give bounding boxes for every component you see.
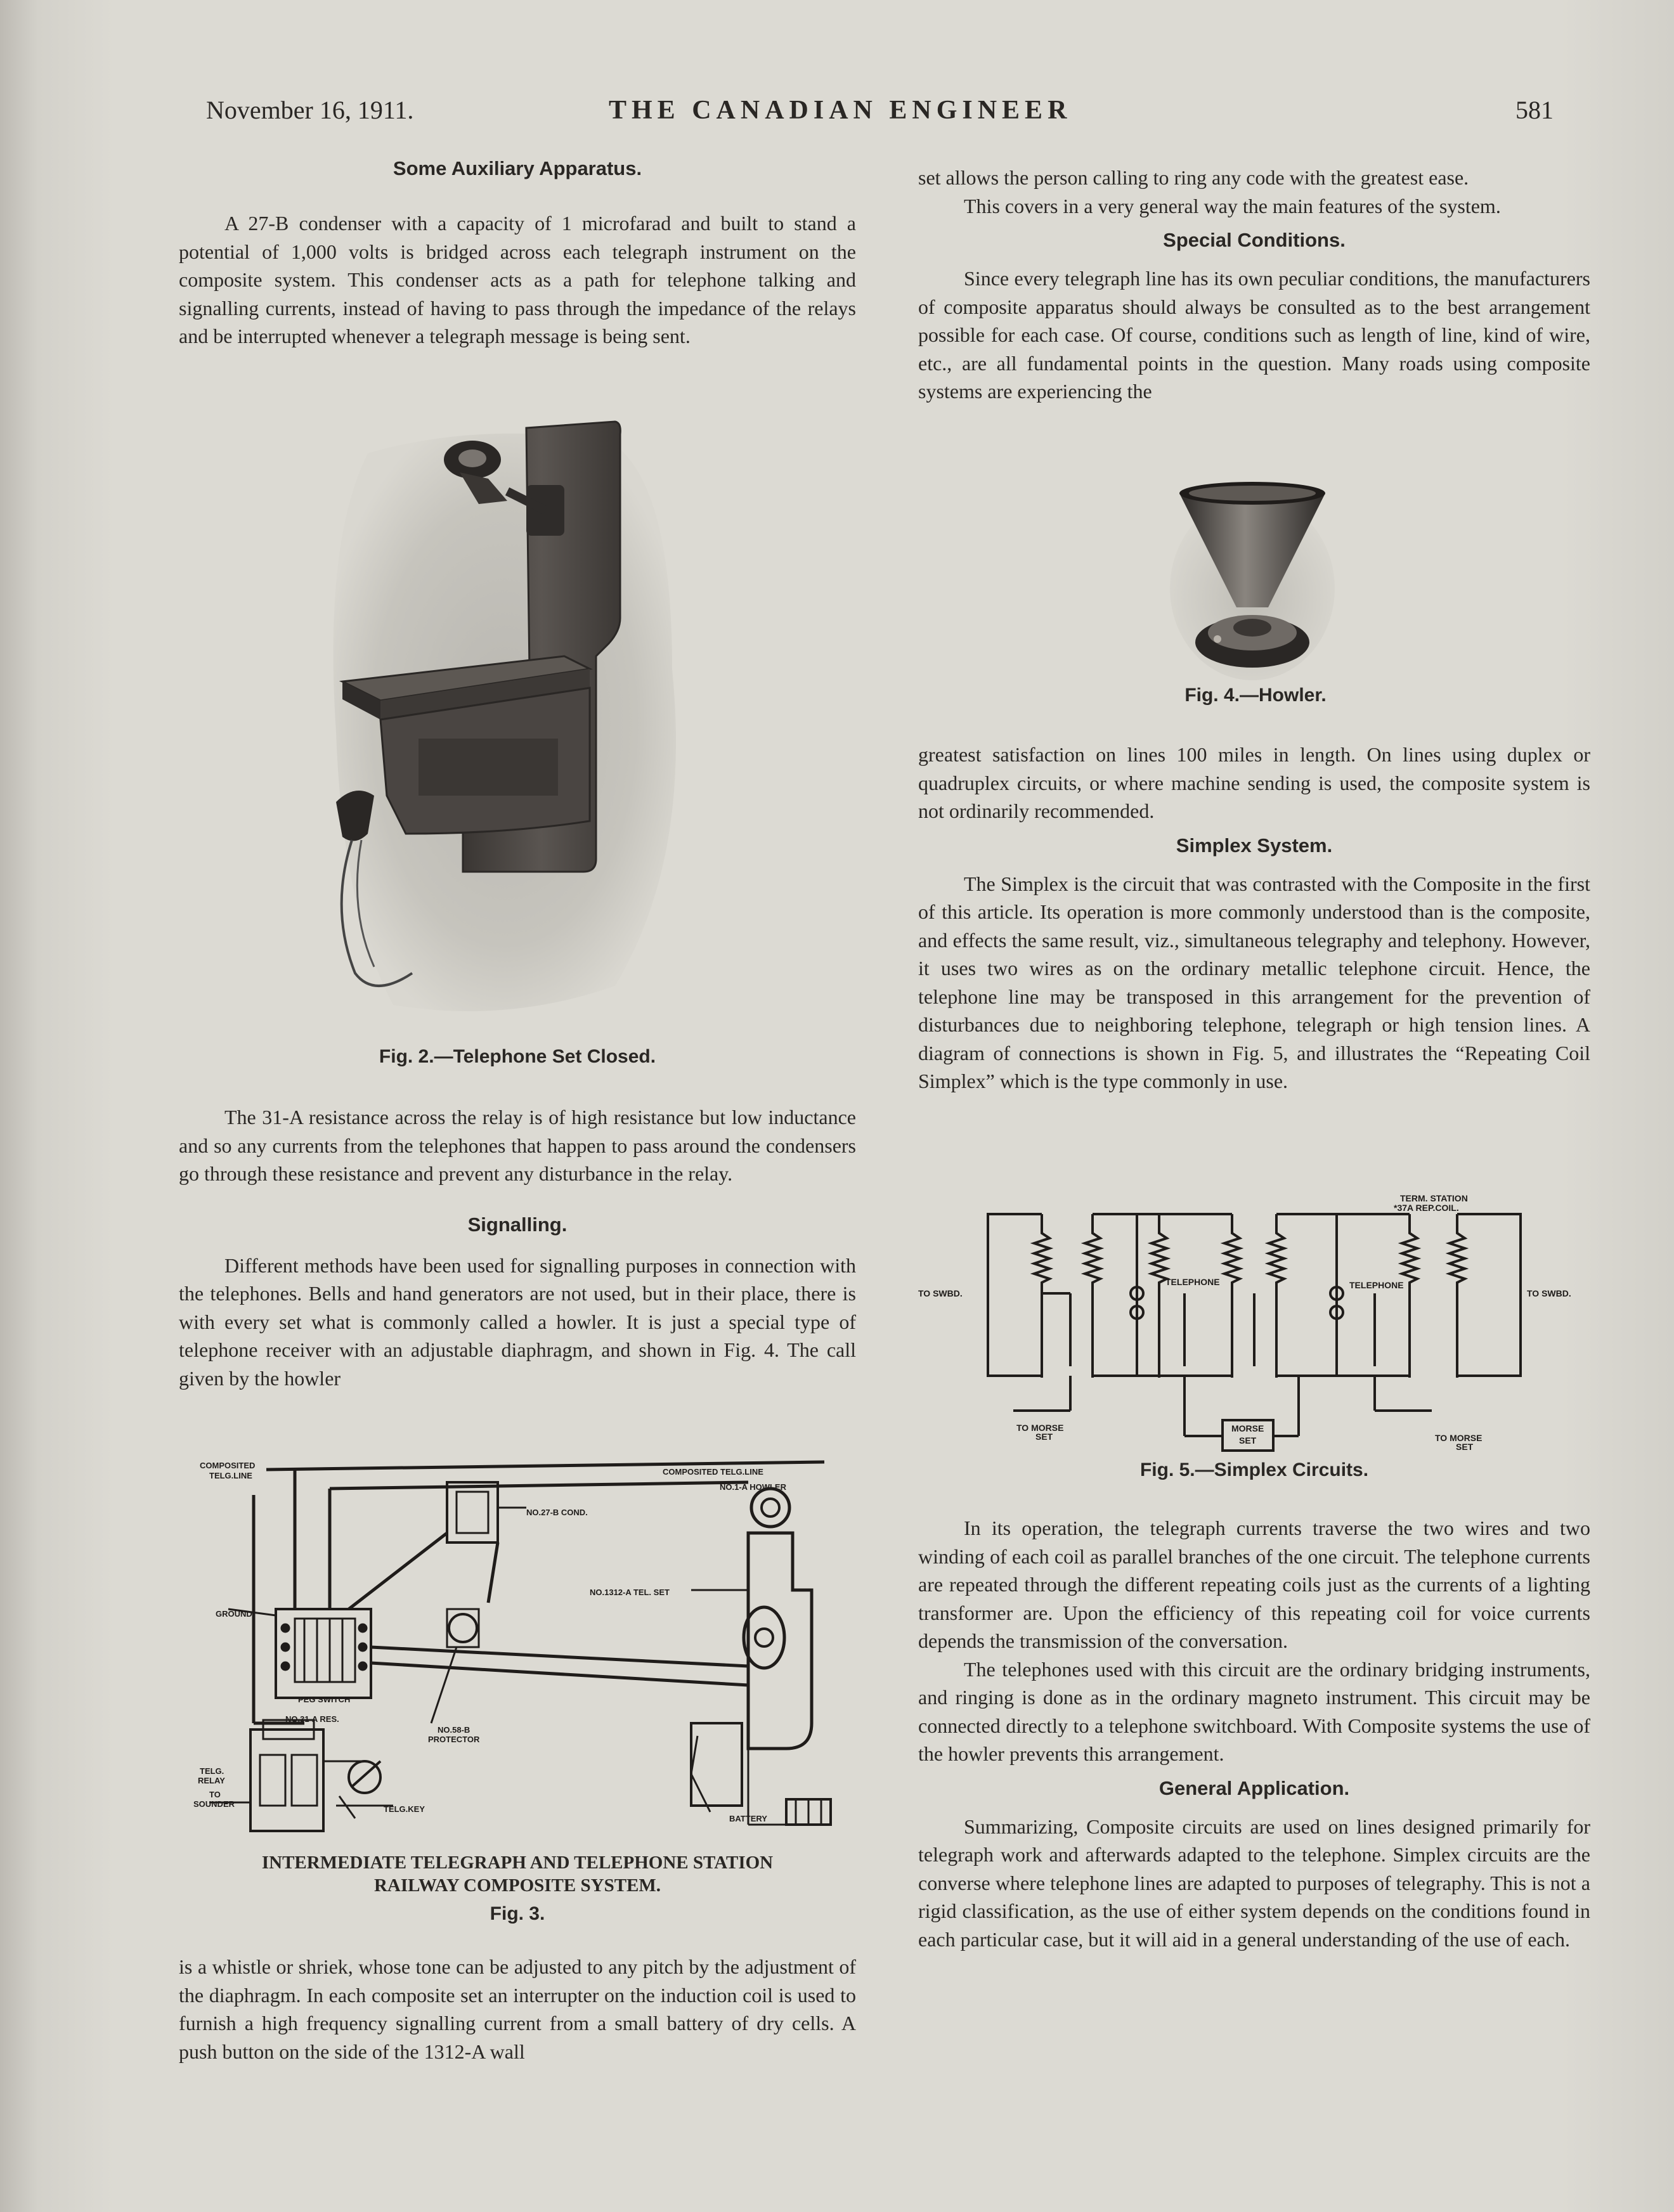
label-condenser: NO.27-B COND. [526,1508,588,1517]
label-morse-set: MORSE [1231,1423,1264,1433]
label-battery: BATTERY [729,1814,767,1823]
simplex-circuit-schematic [918,1195,1590,1461]
coil-group [1034,1214,1465,1378]
right-column-middle [918,741,1590,1096]
section-heading-general-application: General Application. [1158,1776,1350,1799]
label-composited-line-left-2: TELG.LINE [209,1471,252,1480]
paragraph-operation: In its operation, the telegraph currents traverse the two wires and two winding of each coil as parallel branches of the one circuit. The telephone currents are repeated through the different repeating coils just as the currents of a lighting transformer are. Upon the efficiency of this repeating coil for voice currents depends the transmission of the conversation. [918,1517,1590,1652]
label-tel-set: NO.1312-A TEL. SET [590,1588,670,1597]
paragraph-greatest: greatest satisfaction on lines 100 miles in length. On lines using duplex or quadruplex circuits, or where machine sending is used, the composite system is not ordinarily recommended. [918,743,1590,822]
label-composited-line-left: COMPOSITED [200,1461,256,1470]
figure-3-caption-line-2: RAILWAY COMPOSITE SYSTEM. [373,1875,661,1896]
label-peg-switch: PEG SWITCH [298,1695,351,1704]
label-rep-coil: *37A REP.COIL. [1394,1203,1459,1213]
paragraph-telephones: The telephones used with this circuit are the ordinary bridging instruments, and ringing is done as in the ordinary magneto instrument. This circuit may be connected directly to a telephone switchboard. With Composite systems the use of the howler prevents this arrangement. [918,1657,1590,1765]
left-column-bottom [179,1953,856,2066]
label-resistance: NO.31-A RES. [285,1714,339,1724]
right-column-top [918,164,1590,406]
label-protector: NO.58-B [438,1725,470,1735]
figure-3-caption-line-1: INTERMEDIATE TELEGRAPH AND TELEPHONE STATION [261,1853,774,1873]
label-ground: GROUND [216,1609,252,1619]
label-telephone-2: TELEPHONE [1349,1280,1404,1290]
section-heading-simplex: Simplex System. [1176,834,1333,857]
label-telephone-1: TELEPHONE [1165,1277,1220,1287]
label-to-morse-left: TO MORSE [1016,1423,1064,1433]
label-telg-relay-2: RELAY [198,1776,225,1785]
figure-telephone-set [317,415,697,1018]
figure-simplex-circuits [918,1195,1590,1461]
label-morse-set-2: SET [1239,1435,1257,1446]
label-composited-line-top: COMPOSITED TELG.LINE [663,1467,763,1477]
label-telg-key: TELG.KEY [384,1804,425,1814]
right-column-bottom [918,1514,1590,1953]
paragraph-simplex: The Simplex is the circuit that was contrasted with the Composite in the first of this article. Its operation is more commonly understood than is the composite, and effects the same result, viz., simultaneous telegraphy and telephony. However, it uses two wires as on the ordinary metallic telephone circuit. Hence, the telephone line may be transposed in this arrangement for the prevention of disturbances due to neighboring telephone, telegraph or high tension lines. A diagram of connections is shown in Fig. 5, and illustrates the “Repeating Coil Simplex” which is the type commonly in use. [918,872,1590,1092]
composite-system-schematic [190,1457,850,1850]
running-header [0,95,1674,133]
label-to-swbd-right: TO SWBD. [1527,1288,1571,1298]
journal-title: THE CANADIAN ENGINEER [609,96,1072,125]
figure-2-caption: Fig. 2.—Telephone Set Closed. [379,1046,656,1067]
paragraph-continuation: set allows the person calling to ring any code with the greatest ease. [918,166,1469,189]
figure-howler [1167,481,1338,680]
figure-5-caption: Fig. 5.—Simplex Circuits. [1139,1459,1369,1480]
label-to-sounder-2: SOUNDER [193,1799,235,1809]
figure-composite-system-diagram [190,1457,850,1850]
label-to-morse-right: TO MORSE [1435,1433,1483,1443]
paragraph-resistance: The 31-A resistance across the relay is of high resistance but low inductance and so any currents from the telephones that happen to pass around the condensers go through these resistance and prevent any disturbance in the relay. [179,1106,856,1185]
label-telg-relay: TELG. [200,1766,224,1776]
left-column-top [179,157,856,351]
label-to-swbd-left: TO SWBD. [918,1288,963,1298]
figure-4-caption: Fig. 4.—Howler. [1184,685,1327,706]
page-number: 581 [1515,96,1554,124]
telephone-set-illustration [317,415,697,1018]
paragraph-signalling: Different methods have been used for signalling purposes in connection with the telephones. Bells and hand generators are not used, but in their place, there is with every set what is commonly called a howler. It is just a special type of telephone receiver with an adjustable diaphragm, and shown in Fig. 4. The call given by the howler [179,1253,856,1390]
paragraph-special-conditions: Since every telegraph line has its own peculiar conditions, the manufacturers of composite apparatus should always be consulted as to the best arrangement possible for each case. Of course, conditions such as length of line, kind of wire, etc., are all fundamental points in the question. Many roads using composite systems are experiencing the [918,267,1590,403]
paragraph-covers: This covers in a very general way the main features of the system. [964,194,1501,217]
section-heading-special-conditions: Special Conditions. [1163,229,1346,251]
figure-3-caption-block [179,1851,856,1925]
paragraph-general-application: Summarizing, Composite circuits are used on lines designed primarily for telegraph work and afterwards adapted to the telephone. Simplex circuits are the converse where telephone lines are adapted to purposes of telegraphy. This is not a rigid classification, as the use of either system depends on the conditions found in each particular case, but it will aid in a general understanding of the use of each. [918,1814,1590,1951]
label-to-sounder: TO [209,1790,221,1799]
issue-date: November 16, 1911. [206,96,414,124]
paragraph-auxiliary: A 27-B condenser with a capacity of 1 microfarad and built to stand a potential of 1,000 volts is bridged across each telegraph instrument on the composite system. This condenser acts as a path for telephone talking and signalling currents, instead of having to pass through the impedance of the relays and be interrupted whenever a telegraph message is being sent. [179,212,856,347]
label-to-morse-left-2: SET [1035,1432,1053,1442]
label-howler: NO.1-A HOWLER [720,1482,786,1492]
section-heading-auxiliary: Some Auxiliary Apparatus. [393,157,642,179]
label-protector-2: PROTECTOR [428,1735,480,1744]
label-to-morse-right-2: SET [1456,1442,1474,1452]
section-heading-signalling: Signalling. [467,1213,568,1236]
paragraph-whistle: is a whistle or shriek, whose tone can be adjusted to any pitch by the adjustment of the diaphragm. In each composite set an interrupter on the induction coil is used to furnish a high frequency signalling current from a small battery of dry cells. A push button on the side of the 1312-A wall [179,1955,856,2063]
label-term-station: TERM. STATION [1400,1195,1468,1203]
howler-illustration [1167,481,1338,680]
left-column-middle [179,1103,856,1392]
figure-3-label: Fig. 3. [490,1903,545,1924]
